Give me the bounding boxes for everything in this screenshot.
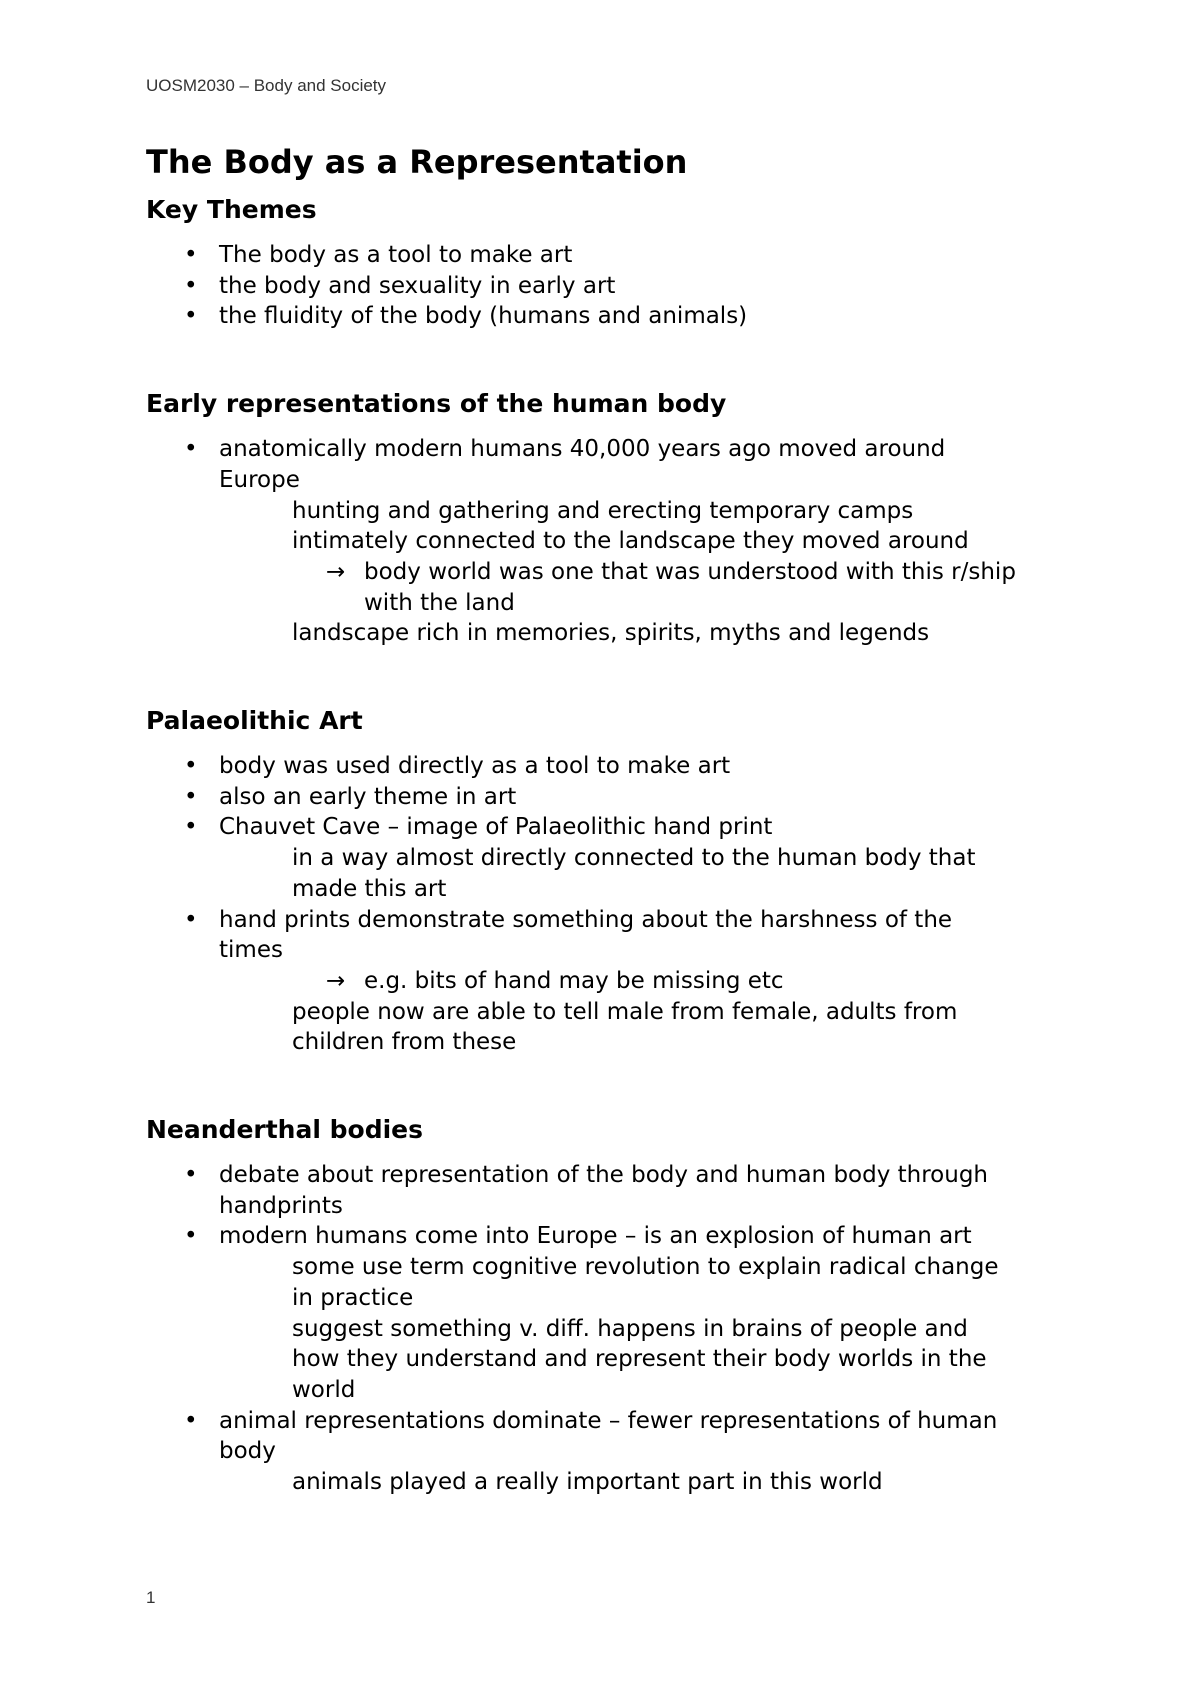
bullet-icon: • [184,272,198,299]
arrow-note: → body world was one that was understood with this r/ship [146,557,1066,588]
indented-note: some use term cognitive revolution to explain radical change [292,1254,999,1281]
list-item-continuation: handprints [219,1192,343,1219]
arrow-right-icon: → [326,967,346,994]
arrow-right-icon: → [326,558,346,585]
indented-note: children from these [292,1029,517,1056]
page-header: UOSM2030 – Body and Society [146,76,387,95]
list-item: • Chauvet Cave – image of Palaeolithic hand print [146,812,1066,843]
arrow-note: → e.g. bits of hand may be missing etc [146,966,1066,997]
section-lines [146,751,1066,1058]
section-key-themes [146,194,1066,332]
list-item: • animal representations dominate – fewer representations of human [146,1406,1066,1437]
indented-note: intimately connected to the landscape they moved around [292,528,969,555]
list-item: • the body and sexuality in early art [146,271,1066,302]
list-item: • hand prints demonstrate something about the harshness of the [146,905,1066,936]
list-item-continuation: Europe [219,466,300,493]
list-item: • The body as a tool to make art [146,240,1066,271]
bullet-icon: • [184,814,198,841]
indented-note: people now are able to tell male from female, adults from [292,998,958,1025]
list-item-continuation: body [219,1438,276,1465]
list-item: • the fluidity of the body (humans and animals) [146,301,1066,332]
list-item: • anatomically modern humans 40,000 years ago moved around [146,434,1066,465]
indented-note: made this art [292,875,447,902]
arrow-note-continuation: with the land [364,589,515,616]
section-neanderthal-bodies [146,1114,1066,1498]
page-title: The Body as a Representation [146,143,688,181]
bullet-icon: • [184,242,198,268]
indented-note: suggest something v. diff. happens in brains of people and [292,1315,968,1342]
indented-note: in a way almost directly connected to the human body that [292,845,976,872]
section-heading: Palaeolithic Art [146,706,363,736]
list-item: • also an early theme in art [146,782,1066,813]
indented-note: hunting and gathering and erecting temporary camps [292,497,914,524]
section-palaeolithic-art [146,705,1066,1058]
indented-note: landscape rich in memories, spirits, myths and legends [292,620,930,647]
bullet-icon: • [184,783,198,810]
section-heading: Key Themes [146,195,317,224]
section-lines [146,240,1066,332]
page-number: 1 [146,1588,156,1607]
bullet-icon: • [184,436,198,463]
section-heading: Neanderthal bodies [146,1115,423,1145]
indented-note: how they understand and represent their body worlds in the [292,1346,987,1373]
list-item: • debate about representation of the body and human body through [146,1160,1066,1191]
indented-note: in practice [292,1284,414,1311]
bullet-icon: • [184,1162,198,1189]
section-lines [146,1160,1066,1498]
section-heading: Early representations of the human body [146,389,727,419]
bullet-icon: • [184,753,198,780]
bullet-icon: • [184,1223,198,1250]
bullet-icon: • [184,1407,198,1434]
bullet-icon: • [184,906,198,933]
list-item: • body was used directly as a tool to make art [146,751,1066,782]
document-body [146,142,1066,1498]
section-early-representations [146,388,1066,649]
indented-note: world [292,1376,356,1403]
list-item: • modern humans come into Europe – is an explosion of human art [146,1221,1066,1252]
bullet-icon: • [184,303,198,330]
section-lines [146,434,1066,649]
indented-note: animals played a really important part in this world [292,1469,883,1496]
list-item-continuation: times [219,937,283,964]
